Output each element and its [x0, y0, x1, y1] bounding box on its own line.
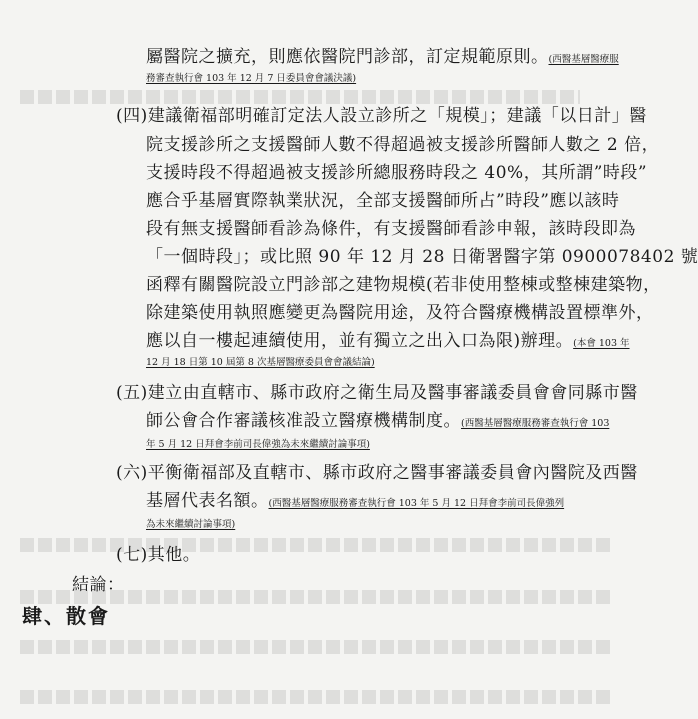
source-note: (西醫基層醫療服: [548, 54, 619, 65]
item-4-line-9: [146, 330, 630, 355]
text-span: 應以自一樓起連續使用，並有獨立之出入口為限)辦理。: [146, 331, 574, 351]
item-4-line-7: 函釋有關醫院設立門診部之建物規模(若非使用整棟或整棟建築物，: [146, 275, 661, 295]
source-note: 為未來繼續討論事項): [146, 519, 236, 530]
text-span: 師公會合作審議核准設立醫療機構制度。: [146, 411, 461, 431]
source-note: 12 月 18 日第 10 屆第 8 次基層醫療委員會會議結論): [146, 357, 375, 368]
text-span: 基層代表名額。: [146, 491, 269, 511]
source-note: (西醫基層醫療服務審查執行會 103 年 5 月 12 日拜會李前司長偉強列: [268, 498, 565, 509]
item-6-line-1: (六)平衡衛福部及直轄市、縣市政府之醫事審議委員會內醫院及西醫: [116, 463, 638, 483]
conclusion-label: 結論：: [72, 575, 125, 595]
bleed-through-1: [20, 90, 580, 104]
item-4-line-1: (四)建議衛福部明確訂定法人設立診所之「規模」；建議「以日計」醫: [116, 106, 647, 126]
source-note: 務審查執行會 103 年 12 月 7 日委員會會議決議): [146, 73, 357, 84]
item-4-line-8: 除建築使用執照應變更為醫院用途，及符合醫療機構設置標準外，: [146, 303, 654, 323]
item-4-line-4: 應合乎基層實際執業狀況，全部支援醫師所占”時段”應以該時: [146, 191, 620, 211]
item-7-line: (七)其他。: [116, 545, 201, 565]
bleed-through-2: [20, 538, 610, 552]
closing-heading: 肆、散會: [22, 604, 110, 628]
item-4-line-2: 院支援診所之支援醫師人數不得超過被支援診所醫師人數之 2 倍，: [146, 135, 660, 155]
item-4-line-3: 支援時段不得超過被支援診所總服務時段之 40%，其所謂”時段”: [146, 163, 648, 183]
source-note: 年 5 月 12 日拜會李前司長偉強為未來繼續討論事項): [146, 439, 370, 450]
bleed-through-5: [20, 690, 610, 704]
item-5-line-2: [146, 410, 609, 435]
source-note: (西醫基層醫療服務審查執行會 103: [461, 418, 610, 429]
item-6-line-2: [146, 490, 564, 515]
text-span: 屬醫院之擴充，則應依醫院門診部，訂定規範原則。: [146, 47, 549, 67]
item-5-line-1: (五)建立由直轄市、縣市政府之衛生局及醫事審議委員會會同縣市醫: [116, 383, 638, 403]
item-4-line-5: 段有無支援醫師看診為條件，有支援醫師看診申報，該時段即為: [146, 219, 636, 239]
item-4-line-6: 「一個時段」；或比照 90 年 12 月 28 日衛署醫字第 0900078402 號: [146, 247, 698, 267]
text-line: [146, 46, 619, 71]
source-note: (本會 103 年: [573, 338, 630, 349]
bleed-through-4: [20, 640, 610, 654]
